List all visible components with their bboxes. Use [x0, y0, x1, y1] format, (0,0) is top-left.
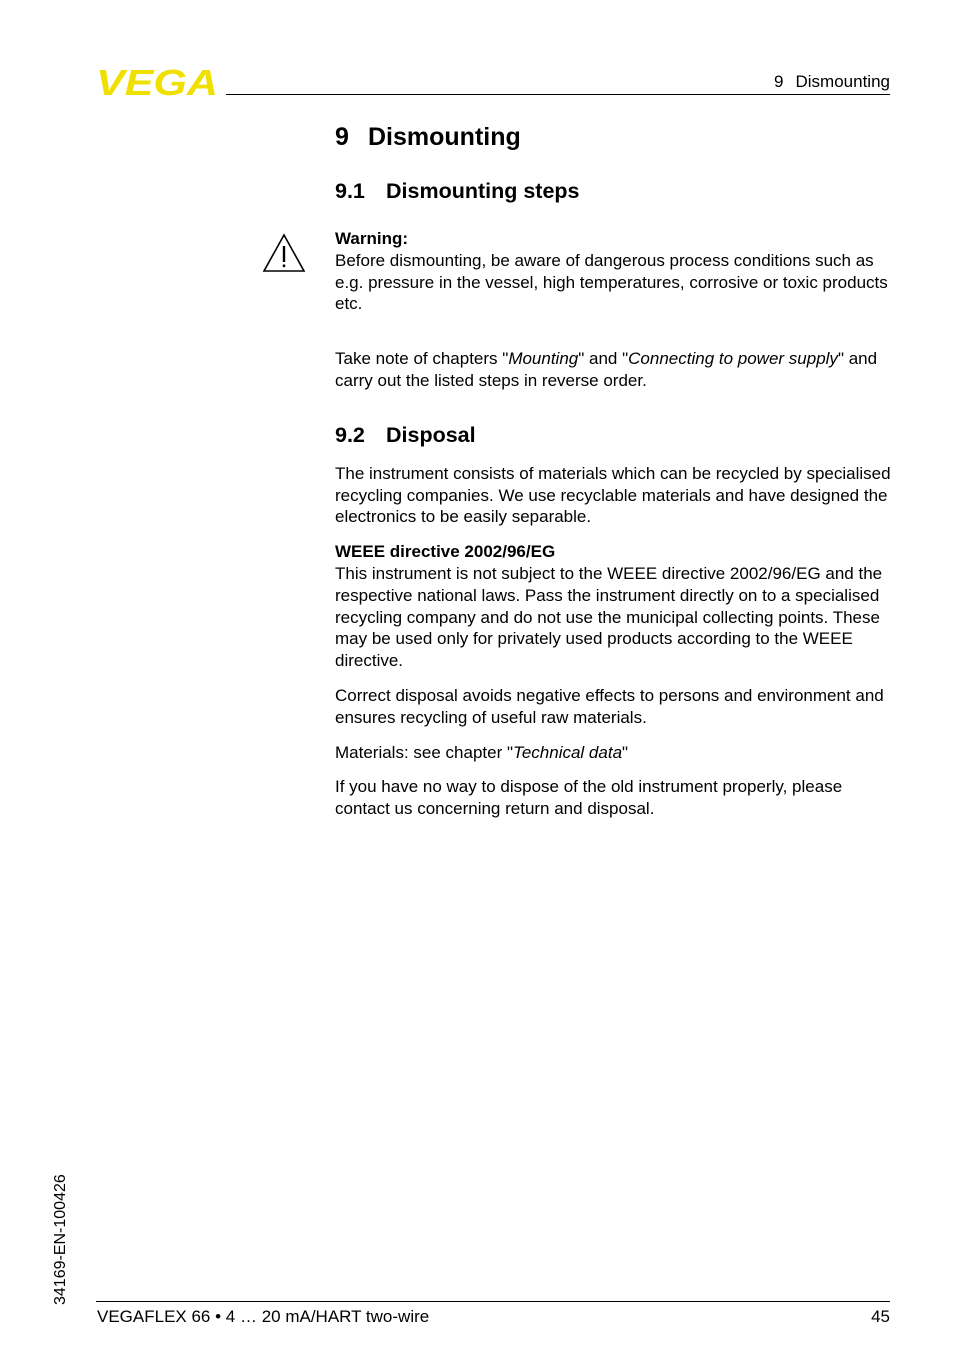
chapter-ref-connecting: Connecting to power supply [628, 349, 838, 369]
section-title: Disposal [386, 422, 476, 447]
warning-label: Warning: [335, 229, 409, 248]
note-text: " and " [578, 349, 629, 369]
note-text: " and carry out the listed steps in reverse order. [335, 349, 878, 390]
section-number: 9.1 [335, 179, 365, 203]
environment-paragraph: Correct disposal avoids negative effects to persons and environment and ensures recycling of useful raw materials. [335, 685, 884, 727]
disposal-paragraph: The instrument consists of materials which can be recycled by specialised recycling companies. We use recyclable materials and have designed the electronics to be easily separable. [335, 463, 891, 527]
note-text: Take note of chapters " [335, 349, 509, 369]
warning-text: Before dismounting, be aware of dangerous process conditions such as e.g. pressure in the vessel, high temperatures, corrosive or toxic products etc. [335, 250, 888, 314]
header-rule [226, 94, 890, 95]
main-content [335, 122, 891, 820]
section-heading-dismounting-steps [335, 177, 891, 205]
footer-rule [96, 1301, 890, 1302]
running-head [774, 72, 890, 92]
chapter-heading [335, 122, 891, 152]
running-head-number: 9 [774, 72, 784, 91]
section-heading-disposal [335, 421, 891, 449]
chapter-ref-mounting: Mounting [508, 349, 579, 369]
running-head-title: Dismounting [795, 72, 890, 91]
warning-triangle-icon [262, 233, 306, 273]
section-number: 9.2 [335, 422, 365, 447]
chapter-heading-number: 9 [335, 123, 349, 151]
return-paragraph: If you have no way to dispose of the old instrument properly, please contact us concerning return and disposal. [335, 777, 843, 819]
vega-logo [96, 66, 220, 98]
section-title: Dismounting steps [386, 179, 580, 203]
materials-text: " [622, 742, 629, 762]
dismount-note [335, 348, 891, 392]
weee-label: WEEE directive 2002/96/EG [335, 542, 556, 562]
materials-paragraph [335, 742, 891, 764]
materials-text: Materials: see chapter " [335, 742, 514, 762]
chapter-ref-technical-data: Technical data [513, 742, 623, 762]
footer-product: VEGAFLEX 66 • 4 … 20 mA/HART two-wire [97, 1307, 430, 1326]
document-number: 34169-EN-100426 [52, 1174, 69, 1305]
page-number: 45 [871, 1307, 890, 1326]
chapter-heading-title: Dismounting [368, 123, 521, 151]
svg-text:VEGA: VEGA [96, 66, 218, 98]
weee-paragraph: This instrument is not subject to the WEEE directive 2002/96/EG and the respective national laws. Pass the instrument directly on to a specialised recycling company and do not use the municipal collecting points. These may be used only for privately used products according to the WEEE directive. [335, 563, 883, 671]
